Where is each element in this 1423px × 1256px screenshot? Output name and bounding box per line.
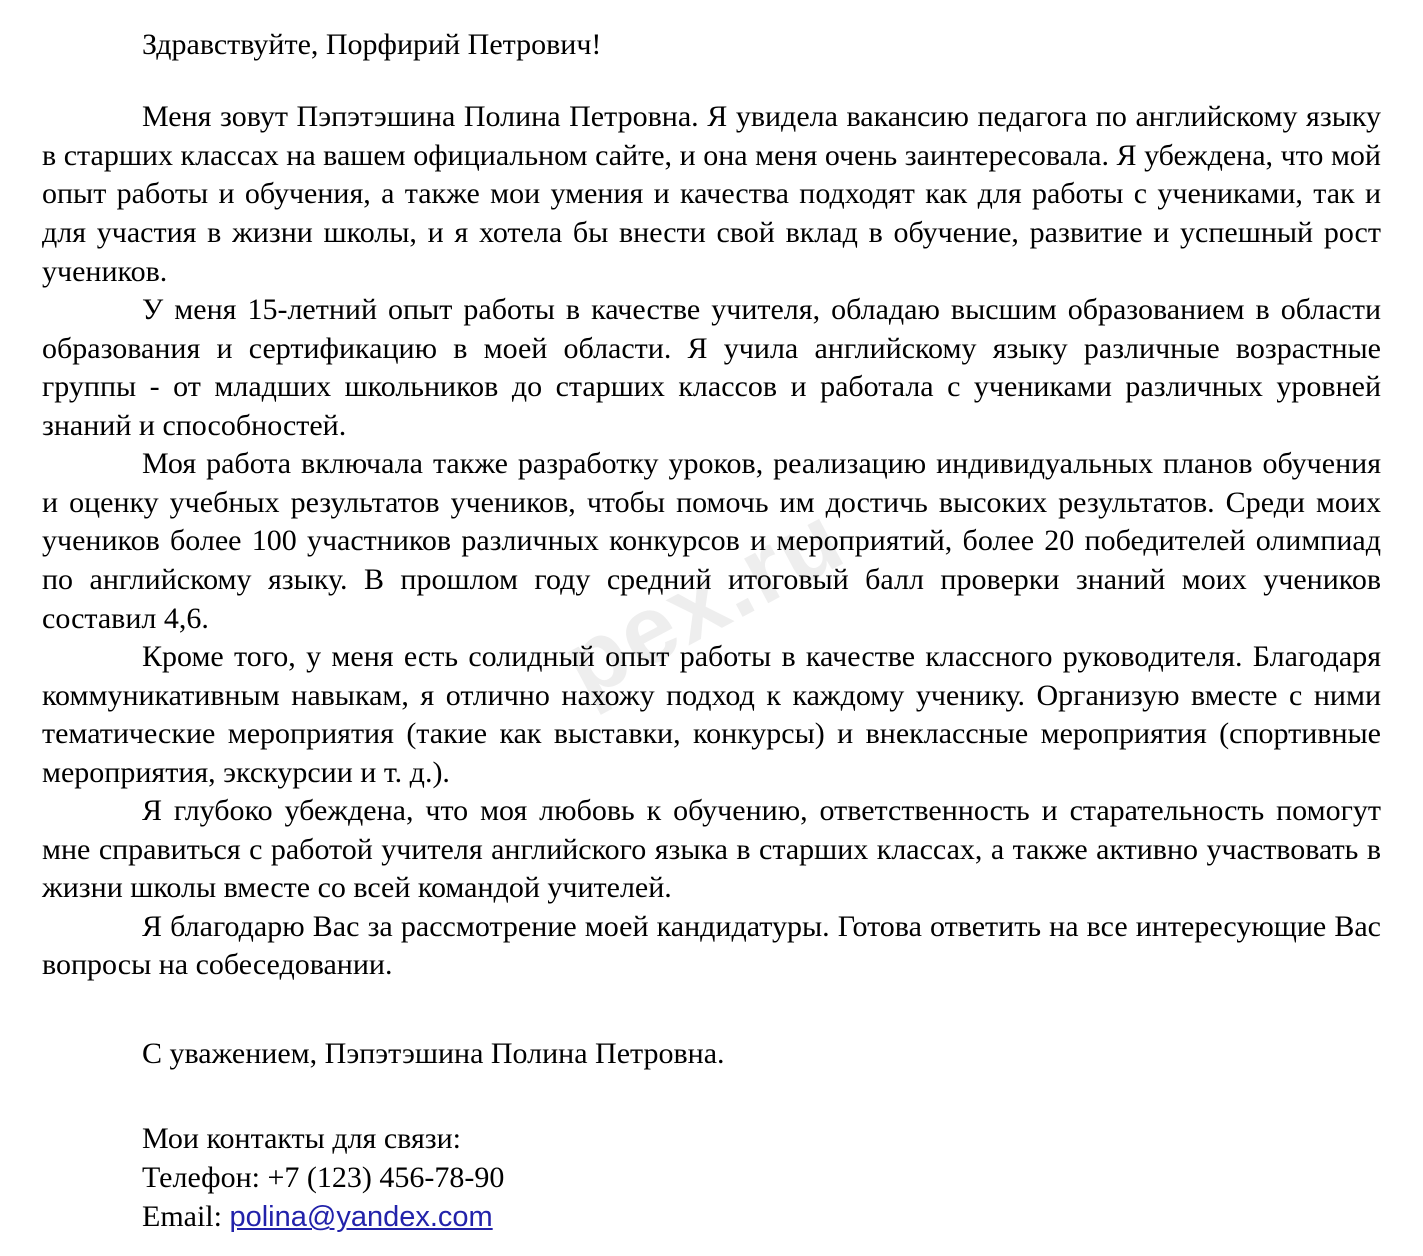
email-link[interactable]: polina@yandex.com — [229, 1201, 493, 1234]
paragraph-4: Кроме того, у меня есть солидный опыт работы в качестве классного руководителя. Благодаря коммуникативным навыкам, я отлично нахожу подход к каждому ученику. Организую вместе с ними тематические мероприятия (такие как выставки, конкурсы) и внеклассные мероприятия (спортивные мероприятия, экскурсии и т. д.). — [42, 640, 1381, 789]
paragraph-1: Меня зовут Пэпэтэшина Полина Петровна. Я увидела вакансию педагога по английскому языку в старших классах на вашем официальном сайте, и она меня очень заинтересовала. Я убеждена, что мой опыт работы и обучения, а также мои умения и качества подходят как для работы с учениками, так и для участия в жизни школы, и я хотела бы внести свой вклад в обучение, развитие и успешный рост учеников. — [42, 100, 1381, 288]
contact-block — [42, 1073, 1381, 1237]
paragraph-2: У меня 15-летний опыт работы в качестве учителя, обладаю высшим образованием в области образования и сертификацию в моей области. Я учила английскому языку различные возрастные группы - от младших школьников до старших классов и работала с учениками различных уровней знаний и способностей. — [42, 293, 1381, 442]
sign-off-line: С уважением, Пэпэтэшина Полина Петровна. — [142, 1036, 725, 1070]
phone-line: Телефон: +7 (123) 456-78-90 — [142, 1161, 505, 1195]
email-line — [42, 1197, 1381, 1237]
paragraph-list — [42, 98, 1381, 985]
watermark-text: pex.ru — [545, 483, 861, 719]
paragraph-3: Моя работа включала также разработку уроков, реализацию индивидуальных планов обучения и оценку учебных результатов учеников, чтобы помочь им достичь высоких результатов. Среди моих учеников более 100 участников различных конкурсов и мероприятий, более 20 победителей олимпиад по английскому языку. В прошлом году средний итоговый балл проверки знаний моих учеников составил 4,6. — [42, 447, 1381, 635]
contacts-heading: Мои контакты для связи: — [142, 1122, 461, 1156]
email-label: Email: — [142, 1200, 222, 1234]
paragraph-5: Я глубоко убеждена, что моя любовь к обучению, ответственность и старательность помогут мне справиться с работой учителя английского языка в старших классах, а также активно участвовать в жизни школы вместе со всей командой учителей. — [42, 794, 1381, 905]
greeting-line: Здравствуйте, Порфирий Петрович! — [142, 28, 602, 61]
paragraph-6: Я благодарю Вас за рассмотрение моей кандидатуры. Готова ответить на все интересующие Вас вопросы на собеседовании. — [42, 909, 1381, 982]
